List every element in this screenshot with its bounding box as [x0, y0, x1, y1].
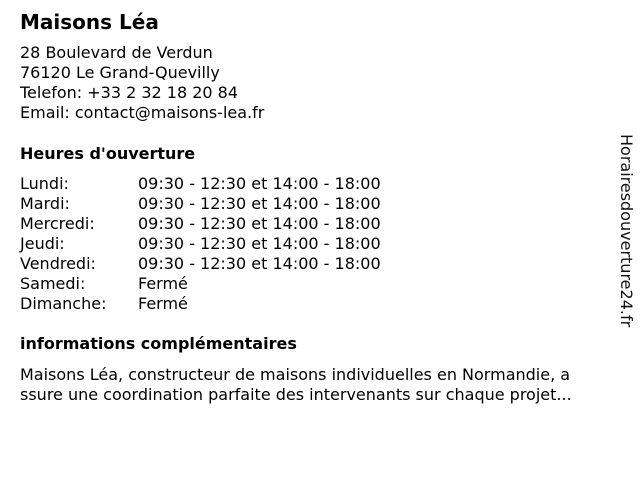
- hours-row-friday: [20, 254, 381, 274]
- address-line-1: 28 Boulevard de Verdun: [20, 43, 213, 62]
- additional-info-title: informations complémentaires: [20, 334, 297, 353]
- opening-hours-title: Heures d'ouverture: [20, 144, 196, 163]
- watermark-text: Horairesdouverture24.fr: [617, 134, 636, 328]
- address-line-2: 76120 Le Grand-Quevilly: [20, 63, 220, 82]
- hours-day-label: Jeudi:: [20, 234, 65, 253]
- contact-block: [20, 43, 264, 123]
- hours-time-value: Fermé: [138, 294, 188, 313]
- opening-hours-table: [20, 174, 381, 314]
- hours-time-value: 09:30 - 12:30 et 14:00 - 18:00: [138, 234, 381, 253]
- hours-day-label: Samedi:: [20, 274, 86, 293]
- hours-day-label: Lundi:: [20, 174, 69, 193]
- hours-time-value: 09:30 - 12:30 et 14:00 - 18:00: [138, 174, 381, 193]
- hours-day-label: Mardi:: [20, 194, 70, 213]
- business-description: [20, 365, 620, 405]
- hours-row-wednesday: [20, 214, 381, 234]
- hours-row-monday: [20, 174, 381, 194]
- hours-day-label: Vendredi:: [20, 254, 96, 273]
- phone-line: Telefon: +33 2 32 18 20 84: [20, 83, 239, 102]
- hours-row-tuesday: [20, 194, 381, 214]
- hours-time-value: 09:30 - 12:30 et 14:00 - 18:00: [138, 254, 381, 273]
- hours-row-thursday: [20, 234, 381, 254]
- site-watermark: [612, 134, 638, 344]
- hours-time-value: Fermé: [138, 274, 188, 293]
- business-name: Maisons Léa: [20, 10, 159, 34]
- hours-day-label: Mercredi:: [20, 214, 95, 233]
- description-line-2: ssure une coordination parfaite des intervenants sur chaque projet...: [20, 385, 572, 404]
- hours-time-value: 09:30 - 12:30 et 14:00 - 18:00: [138, 214, 381, 233]
- hours-time-value: 09:30 - 12:30 et 14:00 - 18:00: [138, 194, 381, 213]
- email-line: Email: contact@maisons-lea.fr: [20, 103, 265, 122]
- hours-row-sunday: [20, 294, 381, 314]
- hours-row-saturday: [20, 274, 381, 294]
- hours-day-label: Dimanche:: [20, 294, 107, 313]
- description-line-1: Maisons Léa, constructeur de maisons individuelles en Normandie, a: [20, 365, 571, 384]
